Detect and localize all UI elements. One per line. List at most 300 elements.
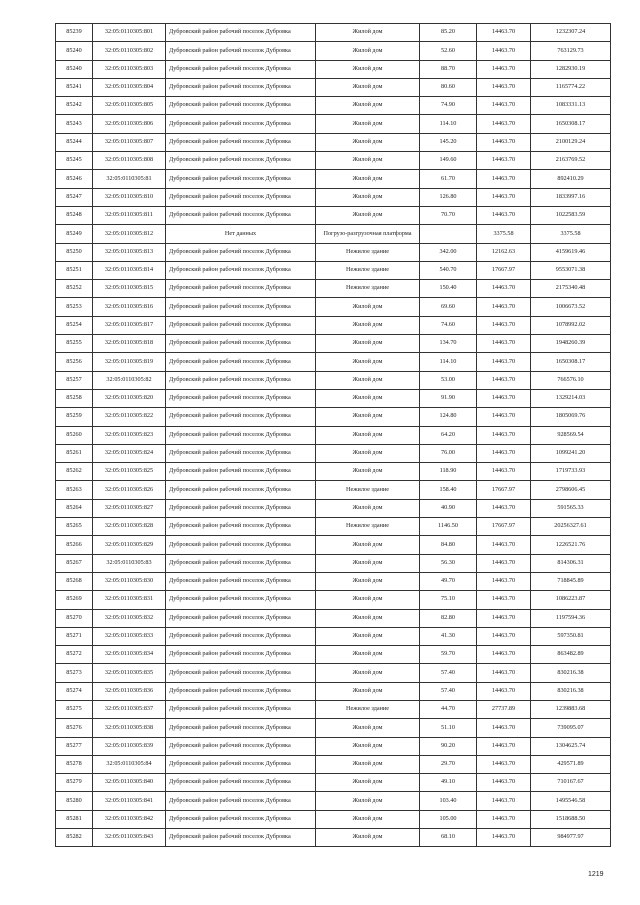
row-number-cell: 85257 xyxy=(56,371,93,389)
object-type-cell: Жилой дом xyxy=(316,719,420,737)
object-type-cell: Жилой дом xyxy=(316,682,420,700)
area-cell: 80.60 xyxy=(420,78,477,96)
table-row xyxy=(56,280,611,298)
cadastral-value-cell: 1083331.13 xyxy=(531,97,611,115)
row-number-cell: 85272 xyxy=(56,646,93,664)
address-cell: Дубровский район рабочий поселок Дубровка xyxy=(166,353,316,371)
object-type-cell: Жилой дом xyxy=(316,554,420,572)
row-number-cell: 85254 xyxy=(56,316,93,334)
table-row xyxy=(56,298,611,316)
unit-value-cell: 14463.70 xyxy=(477,444,531,462)
table-row xyxy=(56,481,611,499)
unit-value-cell: 14463.70 xyxy=(477,371,531,389)
object-type-cell: Жилой дом xyxy=(316,60,420,78)
cadastral-number-cell: 32:05:0110305:84 xyxy=(93,755,166,773)
table-row xyxy=(56,499,611,517)
table-row xyxy=(56,719,611,737)
address-cell: Дубровский район рабочий поселок Дубровка xyxy=(166,536,316,554)
cadastral-number-cell: 32:05:0110305:806 xyxy=(93,115,166,133)
cadastral-number-cell: 32:05:0110305:838 xyxy=(93,719,166,737)
object-type-cell: Погрузо-разгрузочная платформа xyxy=(316,225,420,243)
unit-value-cell: 14463.70 xyxy=(477,188,531,206)
address-cell: Дубровский район рабочий поселок Дубровка xyxy=(166,280,316,298)
cadastral-value-cell: 1232307.24 xyxy=(531,24,611,42)
row-number-cell: 85258 xyxy=(56,389,93,407)
cadastral-number-cell: 32:05:0110305:827 xyxy=(93,499,166,517)
unit-value-cell: 14463.70 xyxy=(477,755,531,773)
row-number-cell: 85279 xyxy=(56,774,93,792)
area-cell: 158.40 xyxy=(420,481,477,499)
area-cell: 57.40 xyxy=(420,682,477,700)
object-type-cell: Жилой дом xyxy=(316,97,420,115)
table-row xyxy=(56,24,611,42)
address-cell: Дубровский район рабочий поселок Дубровка xyxy=(166,243,316,261)
cadastral-number-cell: 32:05:0110305:815 xyxy=(93,280,166,298)
address-cell: Дубровский район рабочий поселок Дубровка xyxy=(166,829,316,847)
cadastral-value-cell: 766576.10 xyxy=(531,371,611,389)
address-cell: Дубровский район рабочий поселок Дубровка xyxy=(166,646,316,664)
address-cell: Дубровский район рабочий поселок Дубровка xyxy=(166,206,316,224)
object-type-cell: Жилой дом xyxy=(316,371,420,389)
cadastral-value-cell: 718845.89 xyxy=(531,572,611,590)
area-cell: 342.00 xyxy=(420,243,477,261)
area-cell: 114.10 xyxy=(420,353,477,371)
cadastral-value-cell: 1086223.87 xyxy=(531,591,611,609)
row-number-cell: 85245 xyxy=(56,152,93,170)
cadastral-value-cell: 1022583.59 xyxy=(531,206,611,224)
area-cell: 61.70 xyxy=(420,170,477,188)
area-cell: 59.70 xyxy=(420,646,477,664)
area-cell: 40.90 xyxy=(420,499,477,517)
cadastral-number-cell: 32:05:0110305:829 xyxy=(93,536,166,554)
cadastral-number-cell: 32:05:0110305:802 xyxy=(93,42,166,60)
unit-value-cell: 14463.70 xyxy=(477,316,531,334)
unit-value-cell: 14463.70 xyxy=(477,353,531,371)
unit-value-cell: 14463.70 xyxy=(477,298,531,316)
area-cell: 70.70 xyxy=(420,206,477,224)
address-cell: Дубровский район рабочий поселок Дубровка xyxy=(166,591,316,609)
table-row xyxy=(56,774,611,792)
row-number-cell: 85273 xyxy=(56,664,93,682)
cadastral-value-cell: 1650308.17 xyxy=(531,115,611,133)
area-cell: 29.70 xyxy=(420,755,477,773)
unit-value-cell: 14463.70 xyxy=(477,206,531,224)
address-cell: Дубровский район рабочий поселок Дубровка xyxy=(166,170,316,188)
unit-value-cell: 14463.70 xyxy=(477,536,531,554)
address-cell: Дубровский район рабочий поселок Дубровка xyxy=(166,115,316,133)
area-cell: 124.80 xyxy=(420,408,477,426)
area-cell: 85.20 xyxy=(420,24,477,42)
address-cell: Дубровский район рабочий поселок Дубровка xyxy=(166,389,316,407)
cadastral-value-cell: 1329214.03 xyxy=(531,389,611,407)
table-row xyxy=(56,591,611,609)
cadastral-number-cell: 32:05:0110305:803 xyxy=(93,60,166,78)
area-cell: 145.20 xyxy=(420,133,477,151)
row-number-cell: 85246 xyxy=(56,170,93,188)
unit-value-cell: 17667.97 xyxy=(477,518,531,536)
row-number-cell: 85240 xyxy=(56,42,93,60)
cadastral-value-cell: 20256327.61 xyxy=(531,518,611,536)
address-cell: Дубровский район рабочий поселок Дубровка xyxy=(166,188,316,206)
cadastral-number-cell: 32:05:0110305:810 xyxy=(93,188,166,206)
object-type-cell: Жилой дом xyxy=(316,829,420,847)
cadastral-number-cell: 32:05:0110305:812 xyxy=(93,225,166,243)
table-row xyxy=(56,261,611,279)
table-row xyxy=(56,664,611,682)
unit-value-cell: 14463.70 xyxy=(477,792,531,810)
area-cell: 82.80 xyxy=(420,609,477,627)
object-type-cell: Жилой дом xyxy=(316,42,420,60)
row-number-cell: 85280 xyxy=(56,792,93,810)
area-cell: 103.40 xyxy=(420,792,477,810)
cadastral-value-cell: 1226521.76 xyxy=(531,536,611,554)
row-number-cell: 85281 xyxy=(56,810,93,828)
area-cell: 84.80 xyxy=(420,536,477,554)
cadastral-value-cell: 710167.67 xyxy=(531,774,611,792)
object-type-cell: Жилой дом xyxy=(316,426,420,444)
table-row xyxy=(56,737,611,755)
object-type-cell: Жилой дом xyxy=(316,572,420,590)
row-number-cell: 85271 xyxy=(56,627,93,645)
cadastral-value-cell: 597350.81 xyxy=(531,627,611,645)
table-row xyxy=(56,426,611,444)
row-number-cell: 85259 xyxy=(56,408,93,426)
area-cell: 49.70 xyxy=(420,572,477,590)
address-cell: Дубровский район рабочий поселок Дубровка xyxy=(166,316,316,334)
cadastral-value-cell: 9553071.38 xyxy=(531,261,611,279)
object-type-cell: Жилой дом xyxy=(316,591,420,609)
table-row xyxy=(56,133,611,151)
object-type-cell: Жилой дом xyxy=(316,353,420,371)
unit-value-cell: 17667.97 xyxy=(477,481,531,499)
address-cell: Дубровский район рабочий поселок Дубровка xyxy=(166,682,316,700)
cadastral-value-cell: 1948260.39 xyxy=(531,335,611,353)
cadastral-number-cell: 32:05:0110305:82 xyxy=(93,371,166,389)
table-row xyxy=(56,78,611,96)
cadastral-value-cell: 2175340.48 xyxy=(531,280,611,298)
row-number-cell: 85255 xyxy=(56,335,93,353)
cadastral-number-cell: 32:05:0110305:831 xyxy=(93,591,166,609)
address-cell: Дубровский район рабочий поселок Дубровка xyxy=(166,518,316,536)
address-cell: Дубровский район рабочий поселок Дубровка xyxy=(166,664,316,682)
area-cell: 76.00 xyxy=(420,444,477,462)
area-cell xyxy=(420,225,477,243)
area-cell: 69.60 xyxy=(420,298,477,316)
cadastral-number-cell: 32:05:0110305:814 xyxy=(93,261,166,279)
cadastral-value-cell: 2163769.52 xyxy=(531,152,611,170)
cadastral-value-cell: 1165774.22 xyxy=(531,78,611,96)
object-type-cell: Жилой дом xyxy=(316,133,420,151)
table-row xyxy=(56,646,611,664)
object-type-cell: Жилой дом xyxy=(316,206,420,224)
area-cell: 74.90 xyxy=(420,97,477,115)
cadastral-value-cell: 1197594.36 xyxy=(531,609,611,627)
area-cell: 150.40 xyxy=(420,280,477,298)
row-number-cell: 85275 xyxy=(56,700,93,718)
table-row xyxy=(56,188,611,206)
area-cell: 90.20 xyxy=(420,737,477,755)
table-row xyxy=(56,792,611,810)
cadastral-number-cell: 32:05:0110305:83 xyxy=(93,554,166,572)
unit-value-cell: 27737.89 xyxy=(477,700,531,718)
area-cell: 53.00 xyxy=(420,371,477,389)
cadastral-number-cell: 32:05:0110305:816 xyxy=(93,298,166,316)
object-type-cell: Нежилое здание xyxy=(316,261,420,279)
row-number-cell: 85256 xyxy=(56,353,93,371)
cadastral-value-table xyxy=(55,23,611,847)
cadastral-number-cell: 32:05:0110305:824 xyxy=(93,444,166,462)
row-number-cell: 85269 xyxy=(56,591,93,609)
table-row xyxy=(56,170,611,188)
unit-value-cell: 14463.70 xyxy=(477,810,531,828)
cadastral-value-cell: 1495546.58 xyxy=(531,792,611,810)
address-cell: Дубровский район рабочий поселок Дубровка xyxy=(166,755,316,773)
cadastral-number-cell: 32:05:0110305:832 xyxy=(93,609,166,627)
area-cell: 49.10 xyxy=(420,774,477,792)
unit-value-cell: 14463.70 xyxy=(477,646,531,664)
cadastral-number-cell: 32:05:0110305:819 xyxy=(93,353,166,371)
address-cell: Дубровский район рабочий поселок Дубровка xyxy=(166,572,316,590)
cadastral-value-cell: 984977.97 xyxy=(531,829,611,847)
row-number-cell: 85252 xyxy=(56,280,93,298)
row-number-cell: 85250 xyxy=(56,243,93,261)
table-row xyxy=(56,371,611,389)
unit-value-cell: 14463.70 xyxy=(477,408,531,426)
object-type-cell: Жилой дом xyxy=(316,78,420,96)
object-type-cell: Жилой дом xyxy=(316,152,420,170)
object-type-cell: Жилой дом xyxy=(316,646,420,664)
unit-value-cell: 14463.70 xyxy=(477,609,531,627)
object-type-cell: Жилой дом xyxy=(316,408,420,426)
cadastral-number-cell: 32:05:0110305:841 xyxy=(93,792,166,810)
table-row xyxy=(56,152,611,170)
object-type-cell: Жилой дом xyxy=(316,444,420,462)
area-cell: 56.30 xyxy=(420,554,477,572)
unit-value-cell: 14463.70 xyxy=(477,133,531,151)
object-type-cell: Жилой дом xyxy=(316,24,420,42)
unit-value-cell: 14463.70 xyxy=(477,591,531,609)
unit-value-cell: 14463.70 xyxy=(477,627,531,645)
object-type-cell: Нежилое здание xyxy=(316,481,420,499)
address-cell: Дубровский район рабочий поселок Дубровка xyxy=(166,97,316,115)
object-type-cell: Жилой дом xyxy=(316,170,420,188)
address-cell: Дубровский район рабочий поселок Дубровка xyxy=(166,810,316,828)
area-cell: 1146.50 xyxy=(420,518,477,536)
unit-value-cell: 12162.63 xyxy=(477,243,531,261)
cadastral-number-cell: 32:05:0110305:805 xyxy=(93,97,166,115)
table-row xyxy=(56,463,611,481)
table-row xyxy=(56,554,611,572)
cadastral-number-cell: 32:05:0110305:804 xyxy=(93,78,166,96)
object-type-cell: Жилой дом xyxy=(316,463,420,481)
area-cell: 52.60 xyxy=(420,42,477,60)
object-type-cell: Жилой дом xyxy=(316,316,420,334)
address-cell: Дубровский район рабочий поселок Дубровка xyxy=(166,627,316,645)
table-row xyxy=(56,243,611,261)
address-cell: Нет данных xyxy=(166,225,316,243)
object-type-cell: Жилой дом xyxy=(316,389,420,407)
cadastral-number-cell: 32:05:0110305:837 xyxy=(93,700,166,718)
row-number-cell: 85247 xyxy=(56,188,93,206)
area-cell: 75.10 xyxy=(420,591,477,609)
cadastral-number-cell: 32:05:0110305:840 xyxy=(93,774,166,792)
cadastral-number-cell: 32:05:0110305:801 xyxy=(93,24,166,42)
unit-value-cell: 14463.70 xyxy=(477,426,531,444)
object-type-cell: Жилой дом xyxy=(316,810,420,828)
cadastral-number-cell: 32:05:0110305:811 xyxy=(93,206,166,224)
object-type-cell: Жилой дом xyxy=(316,609,420,627)
cadastral-value-cell: 591565.33 xyxy=(531,499,611,517)
table-row xyxy=(56,115,611,133)
row-number-cell: 85241 xyxy=(56,78,93,96)
row-number-cell: 85276 xyxy=(56,719,93,737)
cadastral-number-cell: 32:05:0110305:822 xyxy=(93,408,166,426)
address-cell: Дубровский район рабочий поселок Дубровка xyxy=(166,133,316,151)
row-number-cell: 85251 xyxy=(56,261,93,279)
table-row xyxy=(56,335,611,353)
object-type-cell: Жилой дом xyxy=(316,298,420,316)
row-number-cell: 85267 xyxy=(56,554,93,572)
table-row xyxy=(56,408,611,426)
area-cell: 105.00 xyxy=(420,810,477,828)
cadastral-number-cell: 32:05:0110305:81 xyxy=(93,170,166,188)
cadastral-value-cell: 1006673.52 xyxy=(531,298,611,316)
unit-value-cell: 14463.70 xyxy=(477,829,531,847)
cadastral-value-cell: 1304625.74 xyxy=(531,737,611,755)
unit-value-cell: 14463.70 xyxy=(477,737,531,755)
address-cell: Дубровский район рабочий поселок Дубровка xyxy=(166,152,316,170)
cadastral-value-cell: 892410.29 xyxy=(531,170,611,188)
cadastral-value-cell: 863482.89 xyxy=(531,646,611,664)
row-number-cell: 85262 xyxy=(56,463,93,481)
object-type-cell: Жилой дом xyxy=(316,335,420,353)
cadastral-number-cell: 32:05:0110305:833 xyxy=(93,627,166,645)
cadastral-number-cell: 32:05:0110305:818 xyxy=(93,335,166,353)
cadastral-value-cell: 1099241.20 xyxy=(531,444,611,462)
row-number-cell: 85248 xyxy=(56,206,93,224)
cadastral-value-cell: 763129.73 xyxy=(531,42,611,60)
unit-value-cell: 17667.97 xyxy=(477,261,531,279)
table-row xyxy=(56,755,611,773)
cadastral-number-cell: 32:05:0110305:835 xyxy=(93,664,166,682)
cadastral-number-cell: 32:05:0110305:817 xyxy=(93,316,166,334)
cadastral-number-cell: 32:05:0110305:843 xyxy=(93,829,166,847)
table-row xyxy=(56,518,611,536)
row-number-cell: 85239 xyxy=(56,24,93,42)
address-cell: Дубровский район рабочий поселок Дубровка xyxy=(166,719,316,737)
cadastral-value-cell: 3375.58 xyxy=(531,225,611,243)
row-number-cell: 85242 xyxy=(56,97,93,115)
object-type-cell: Жилой дом xyxy=(316,627,420,645)
address-cell: Дубровский район рабочий поселок Дубровка xyxy=(166,78,316,96)
area-cell: 118.90 xyxy=(420,463,477,481)
cadastral-value-cell: 830216.38 xyxy=(531,682,611,700)
cadastral-number-cell: 32:05:0110305:808 xyxy=(93,152,166,170)
object-type-cell: Жилой дом xyxy=(316,499,420,517)
area-cell: 68.10 xyxy=(420,829,477,847)
area-cell: 57.40 xyxy=(420,664,477,682)
address-cell: Дубровский район рабочий поселок Дубровка xyxy=(166,371,316,389)
row-number-cell: 85249 xyxy=(56,225,93,243)
unit-value-cell: 14463.70 xyxy=(477,42,531,60)
area-cell: 91.90 xyxy=(420,389,477,407)
cadastral-number-cell: 32:05:0110305:830 xyxy=(93,572,166,590)
table-row xyxy=(56,97,611,115)
table-row xyxy=(56,60,611,78)
address-cell: Дубровский район рабочий поселок Дубровка xyxy=(166,700,316,718)
address-cell: Дубровский район рабочий поселок Дубровка xyxy=(166,335,316,353)
row-number-cell: 85261 xyxy=(56,444,93,462)
cadastral-number-cell: 32:05:0110305:836 xyxy=(93,682,166,700)
address-cell: Дубровский район рабочий поселок Дубровка xyxy=(166,481,316,499)
address-cell: Дубровский район рабочий поселок Дубровка xyxy=(166,774,316,792)
cadastral-number-cell: 32:05:0110305:828 xyxy=(93,518,166,536)
unit-value-cell: 14463.70 xyxy=(477,97,531,115)
object-type-cell: Жилой дом xyxy=(316,774,420,792)
unit-value-cell: 14463.70 xyxy=(477,280,531,298)
cadastral-number-cell: 32:05:0110305:842 xyxy=(93,810,166,828)
unit-value-cell: 14463.70 xyxy=(477,152,531,170)
unit-value-cell: 14463.70 xyxy=(477,335,531,353)
table-row xyxy=(56,353,611,371)
row-number-cell: 85263 xyxy=(56,481,93,499)
cadastral-number-cell: 32:05:0110305:823 xyxy=(93,426,166,444)
table-row xyxy=(56,609,611,627)
object-type-cell: Жилой дом xyxy=(316,188,420,206)
table-row xyxy=(56,829,611,847)
object-type-cell: Нежилое здание xyxy=(316,280,420,298)
area-cell: 134.70 xyxy=(420,335,477,353)
table-row xyxy=(56,700,611,718)
table-row xyxy=(56,444,611,462)
address-cell: Дубровский район рабочий поселок Дубровка xyxy=(166,261,316,279)
area-cell: 126.80 xyxy=(420,188,477,206)
cadastral-value-cell: 1282930.19 xyxy=(531,60,611,78)
row-number-cell: 85253 xyxy=(56,298,93,316)
cadastral-value-cell: 1650308.17 xyxy=(531,353,611,371)
unit-value-cell: 14463.70 xyxy=(477,554,531,572)
cadastral-number-cell: 32:05:0110305:834 xyxy=(93,646,166,664)
row-number-cell: 85277 xyxy=(56,737,93,755)
address-cell: Дубровский район рабочий поселок Дубровка xyxy=(166,42,316,60)
cadastral-value-cell: 1833997.16 xyxy=(531,188,611,206)
address-cell: Дубровский район рабочий поселок Дубровка xyxy=(166,554,316,572)
unit-value-cell: 14463.70 xyxy=(477,664,531,682)
table-row xyxy=(56,536,611,554)
unit-value-cell: 14463.70 xyxy=(477,115,531,133)
page-number: 1219 xyxy=(588,871,604,878)
address-cell: Дубровский район рабочий поселок Дубровка xyxy=(166,298,316,316)
address-cell: Дубровский район рабочий поселок Дубровка xyxy=(166,24,316,42)
row-number-cell: 85268 xyxy=(56,572,93,590)
object-type-cell: Жилой дом xyxy=(316,536,420,554)
address-cell: Дубровский район рабочий поселок Дубровка xyxy=(166,463,316,481)
object-type-cell: Жилой дом xyxy=(316,792,420,810)
unit-value-cell: 14463.70 xyxy=(477,572,531,590)
row-number-cell: 85243 xyxy=(56,115,93,133)
row-number-cell: 85270 xyxy=(56,609,93,627)
unit-value-cell: 3375.58 xyxy=(477,225,531,243)
object-type-cell: Жилой дом xyxy=(316,115,420,133)
cadastral-value-cell: 814306.31 xyxy=(531,554,611,572)
address-cell: Дубровский район рабочий поселок Дубровка xyxy=(166,737,316,755)
row-number-cell: 85265 xyxy=(56,518,93,536)
unit-value-cell: 14463.70 xyxy=(477,24,531,42)
area-cell: 74.60 xyxy=(420,316,477,334)
cadastral-value-cell: 1805069.76 xyxy=(531,408,611,426)
table-row xyxy=(56,627,611,645)
cadastral-number-cell: 32:05:0110305:813 xyxy=(93,243,166,261)
